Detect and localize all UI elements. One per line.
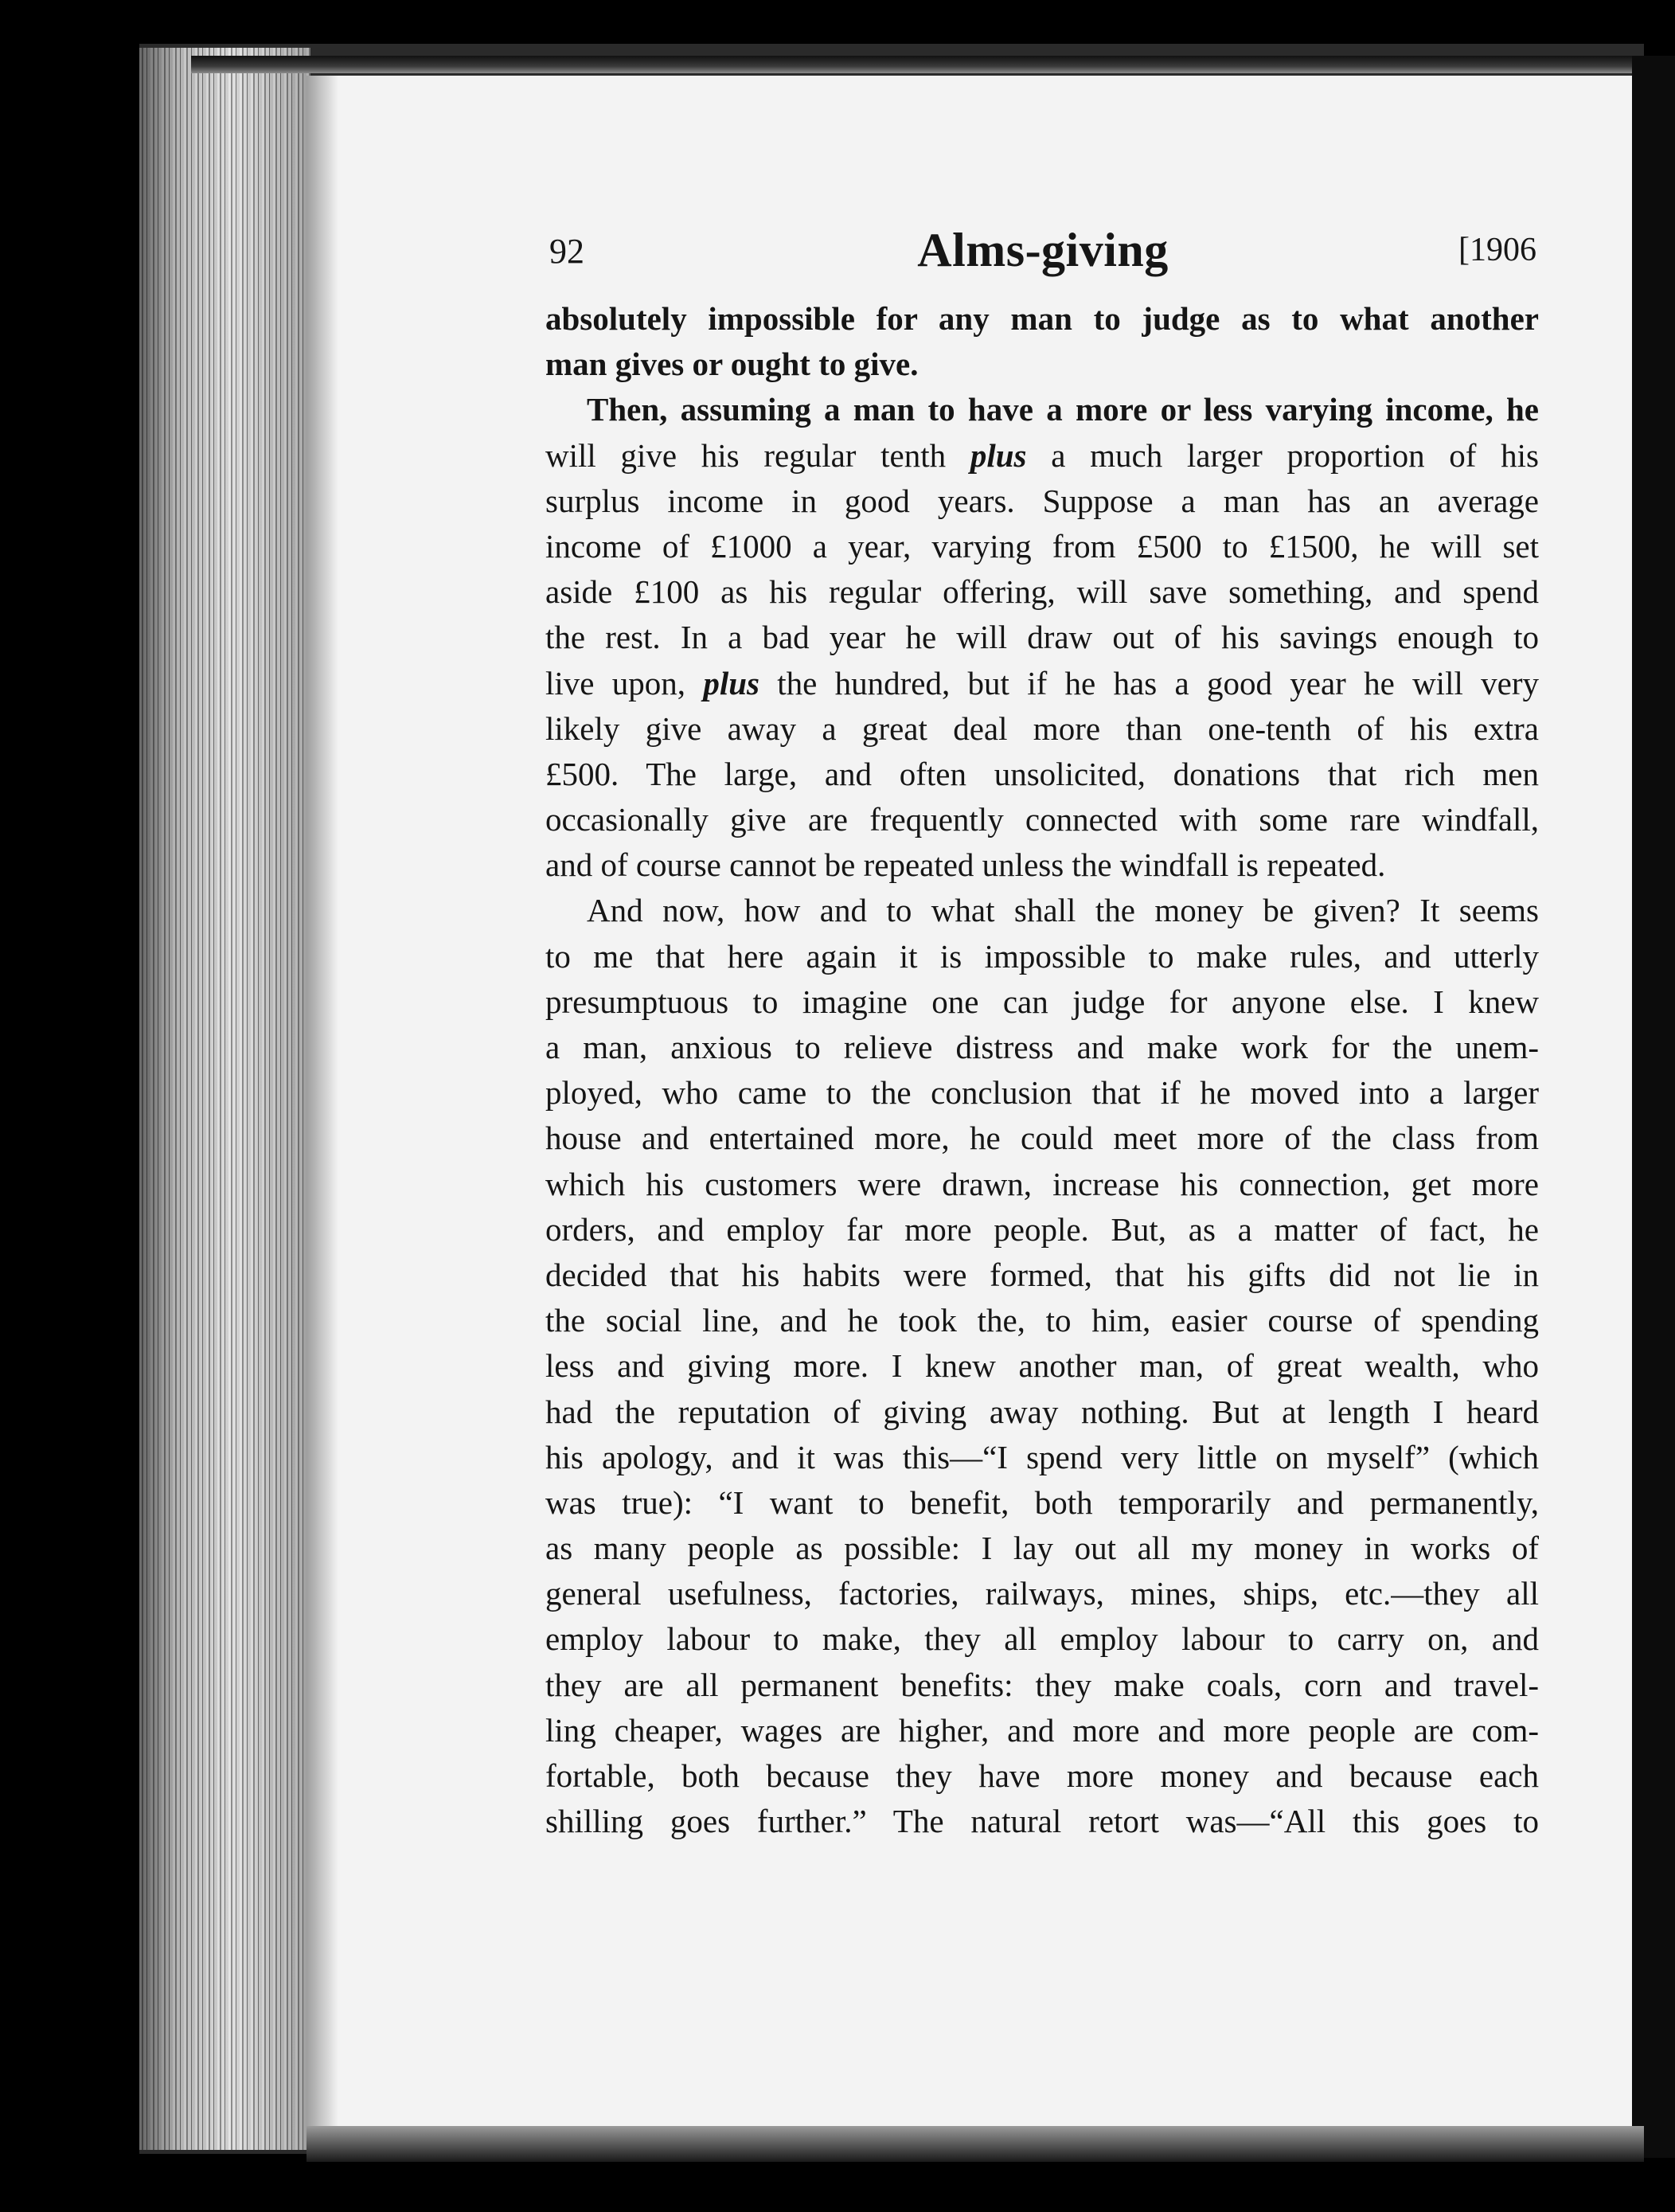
text-line: to me that here again it is impossible to make rules, and utterly [545,937,1539,975]
text-line: the rest. In a bad year he will draw out of his savings enough to [545,619,1539,656]
text-line: general usefulness, factories, railways, mines, ships, etc.—they all [545,1575,1539,1612]
text-line: fortable, both because they have more money and because each [545,1757,1539,1794]
gutter-shadow [306,76,338,2126]
text-line: absolutely impossible for any man to judge as to what another [545,300,1539,337]
text-line: was true): “I want to benefit, both temporarily and permanently, [545,1483,1539,1521]
text-line: decided that his habits were formed, that his gifts did not lie in [545,1256,1539,1293]
text-line: Then, assuming a man to have a more or less varying income, he [587,391,1539,428]
page-edge-shadow [139,48,310,2150]
body-text [545,296,1539,1844]
text-line: employ labour to make, they all employ labour to carry on, and [545,1620,1539,1658]
text-line: live upon, plus the hundred, but if he has a good year he will very [545,664,1539,702]
text-line: occasionally give are frequently connected with some rare windfall, [545,801,1539,838]
text-line: likely give away a great deal more than one-tenth of his extra [545,709,1539,747]
text-line: £500. The large, and often unsolicited, donations that rich men [545,755,1539,792]
text-line: man gives or ought to give. [545,346,919,383]
text-line: ling cheaper, wages are higher, and more and more people are com- [545,1711,1539,1749]
text-line: will give his regular tenth plus a much larger proportion of his [545,436,1539,474]
text-line: aside £100 as his regular offering, will save something, and spend [545,573,1539,611]
right-margin-dark [1632,56,1675,2158]
text-line: less and giving more. I knew another man, of great wealth, who [545,1347,1539,1385]
text-line: a man, anxious to relieve distress and make work for the unem- [545,1029,1539,1065]
running-head [549,223,1536,280]
text-line: the social line, and he took the, to him, easier course of spending [545,1302,1539,1339]
text-line: which his customers were drawn, increase his connection, get more [545,1165,1539,1202]
text-line: presumptuous to imagine one can judge for anyone else. I knew [545,983,1539,1020]
text-line: as many people as possible: I lay out all my money in works of [545,1530,1539,1567]
running-year: [1906 [1458,232,1536,268]
page-number: 92 [549,232,584,271]
page-title: Alms-giving [917,224,1169,276]
book-top-edge [191,56,1640,73]
text-line: had the reputation of giving away nothing. But at length I heard [545,1393,1539,1430]
text-line: and of course cannot be repeated unless the windfall is repeated. [545,846,1386,884]
text-line: his apology, and it was this—“I spend very little on myself” (which [545,1438,1539,1475]
bottom-edge-dark [306,2126,1644,2162]
text-line: shilling goes further.” The natural retort was—“All this goes to [545,1803,1539,1840]
text-line: they are all permanent benefits: they make coals, corn and travel- [545,1666,1539,1703]
text-line: income of £1000 a year, varying from £500 to £1500, he will set [545,527,1539,565]
text-line: And now, how and to what shall the money be given? It seems [587,892,1539,929]
text-line: surplus income in good years. Suppose a man has an average [545,482,1539,519]
text-line: orders, and employ far more people. But, as a matter of fact, he [545,1210,1539,1248]
text-line: ployed, who came to the conclusion that if he moved into a larger [545,1074,1539,1112]
text-line: house and entertained more, he could meet more of the class from [545,1120,1539,1157]
